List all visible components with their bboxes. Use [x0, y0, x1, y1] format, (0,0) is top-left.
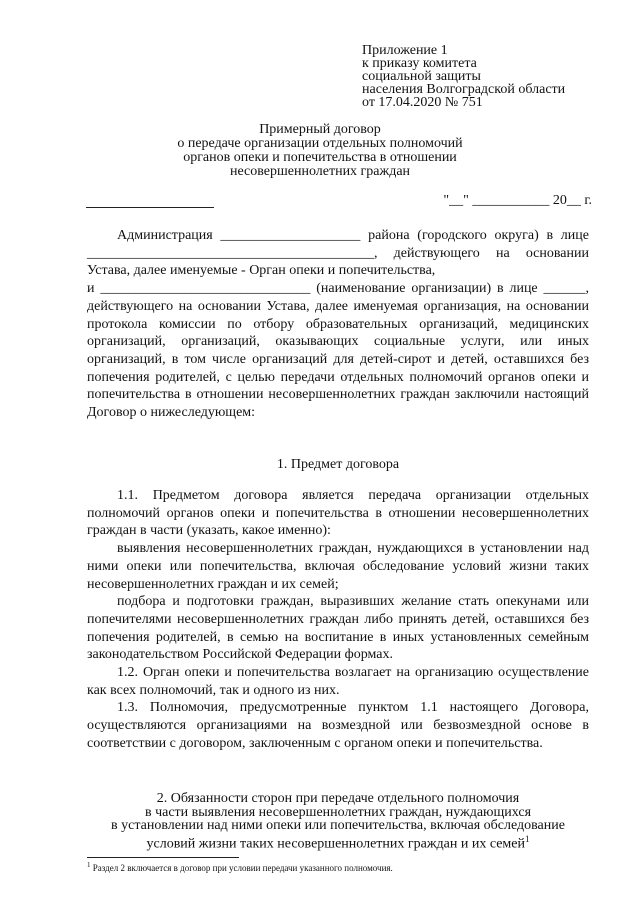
appendix-line: социальной защиты [362, 69, 481, 84]
place-blank-line [86, 207, 214, 208]
section1-body [87, 487, 589, 753]
date-line: "__" ___________ 20__ г. [443, 193, 592, 208]
section1-paragraph: 1.1. Предметом договора является передача организации отдельных полномочий органов опеки и попечительства в отношении несовершеннолетних граждан в части (указать, какое именно): [87, 488, 589, 539]
section2-heading-text: условий жизни таких несовершеннолетних граждан и их семей [146, 836, 525, 852]
footnote [87, 861, 607, 873]
preamble-paragraph: Администрация ____________________ района (городского округа) в лице _________________________________________, действующего на основании Устава, далее именуемые - Орган опеки и попечительства, [87, 228, 589, 279]
appendix-line: Приложение 1 [362, 43, 448, 58]
section1-paragraph: 1.2. Орган опеки и попечительства возлагает на организацию осуществление как всех полномочий, так и одного из них. [87, 665, 589, 698]
title-line: несовершеннолетних граждан [229, 164, 411, 179]
appendix-header [362, 44, 622, 109]
footnote-reference[interactable]: 1 [525, 833, 530, 844]
preamble-paragraph: и ______________________________ (наименование организации) в лице ______, действующего на основании Устава, далее именуемая организация, на основании протокола комиссии по отбору образовательных организаций, медицинских организаций, организаций, оказывающих социальные услуги, или иных организаций, в том числе организаций для детей-сирот и детей, оставшихся без попечения родителей, с целью передачи отдельных полномочий органов опеки и попечительства в отношении несовершеннолетних граждан заключили настоящий Договор о нижеследующем: [87, 281, 589, 421]
section2-heading-line: в установлении над ними опеки или попечительства, включая обследование [111, 818, 565, 833]
appendix-line: населения Волгоградской области [362, 82, 566, 97]
section2-heading-line: в части выявления несовершеннолетних граждан, нуждающихся [144, 804, 532, 820]
section2-heading-line [87, 833, 589, 851]
footnote-text: Раздел 2 включается в договор при условии передачи указанного полномочия. [90, 863, 393, 873]
section2-heading-line: 2. Обязанности сторон при передаче отдельного полномочия [156, 791, 520, 806]
section1-paragraph: подбора и подготовки граждан, выразивших желание стать опекунами или попечителями несовершеннолетних граждан либо принять детей, оставшихся без попечения родителей, в семью на воспитание в иных установленных семейным законодательством Российской Федерации формах. [87, 594, 589, 663]
footnote-divider [87, 857, 239, 858]
appendix-line: к приказу комитета [362, 56, 477, 71]
preamble [87, 227, 589, 422]
document-title [60, 123, 580, 179]
section1-paragraph: 1.3. Полномочия, предусмотренные пунктом 1.1 настоящего Договора, осуществляются организациями на возмездной или безвозмездной основе в соответствии с договором, заключенным с органом опеки и попечительства. [87, 700, 589, 751]
section2-heading [87, 792, 589, 851]
title-line: органов опеки и попечительства в отношении [183, 150, 457, 165]
section1-paragraph: выявления несовершеннолетних граждан, нуждающихся в установлении над ними опеки или попечительства, включая обследование условий жизни таких несовершеннолетних граждан и их семей; [87, 541, 589, 592]
footnote-mark: 1 [87, 861, 91, 869]
section1-heading: 1. Предмет договора [276, 457, 400, 472]
title-line: о передаче организации отдельных полномочий [177, 136, 463, 151]
title-line: Примерный договор [259, 122, 381, 137]
appendix-line: от 17.04.2020 № 751 [362, 95, 483, 110]
